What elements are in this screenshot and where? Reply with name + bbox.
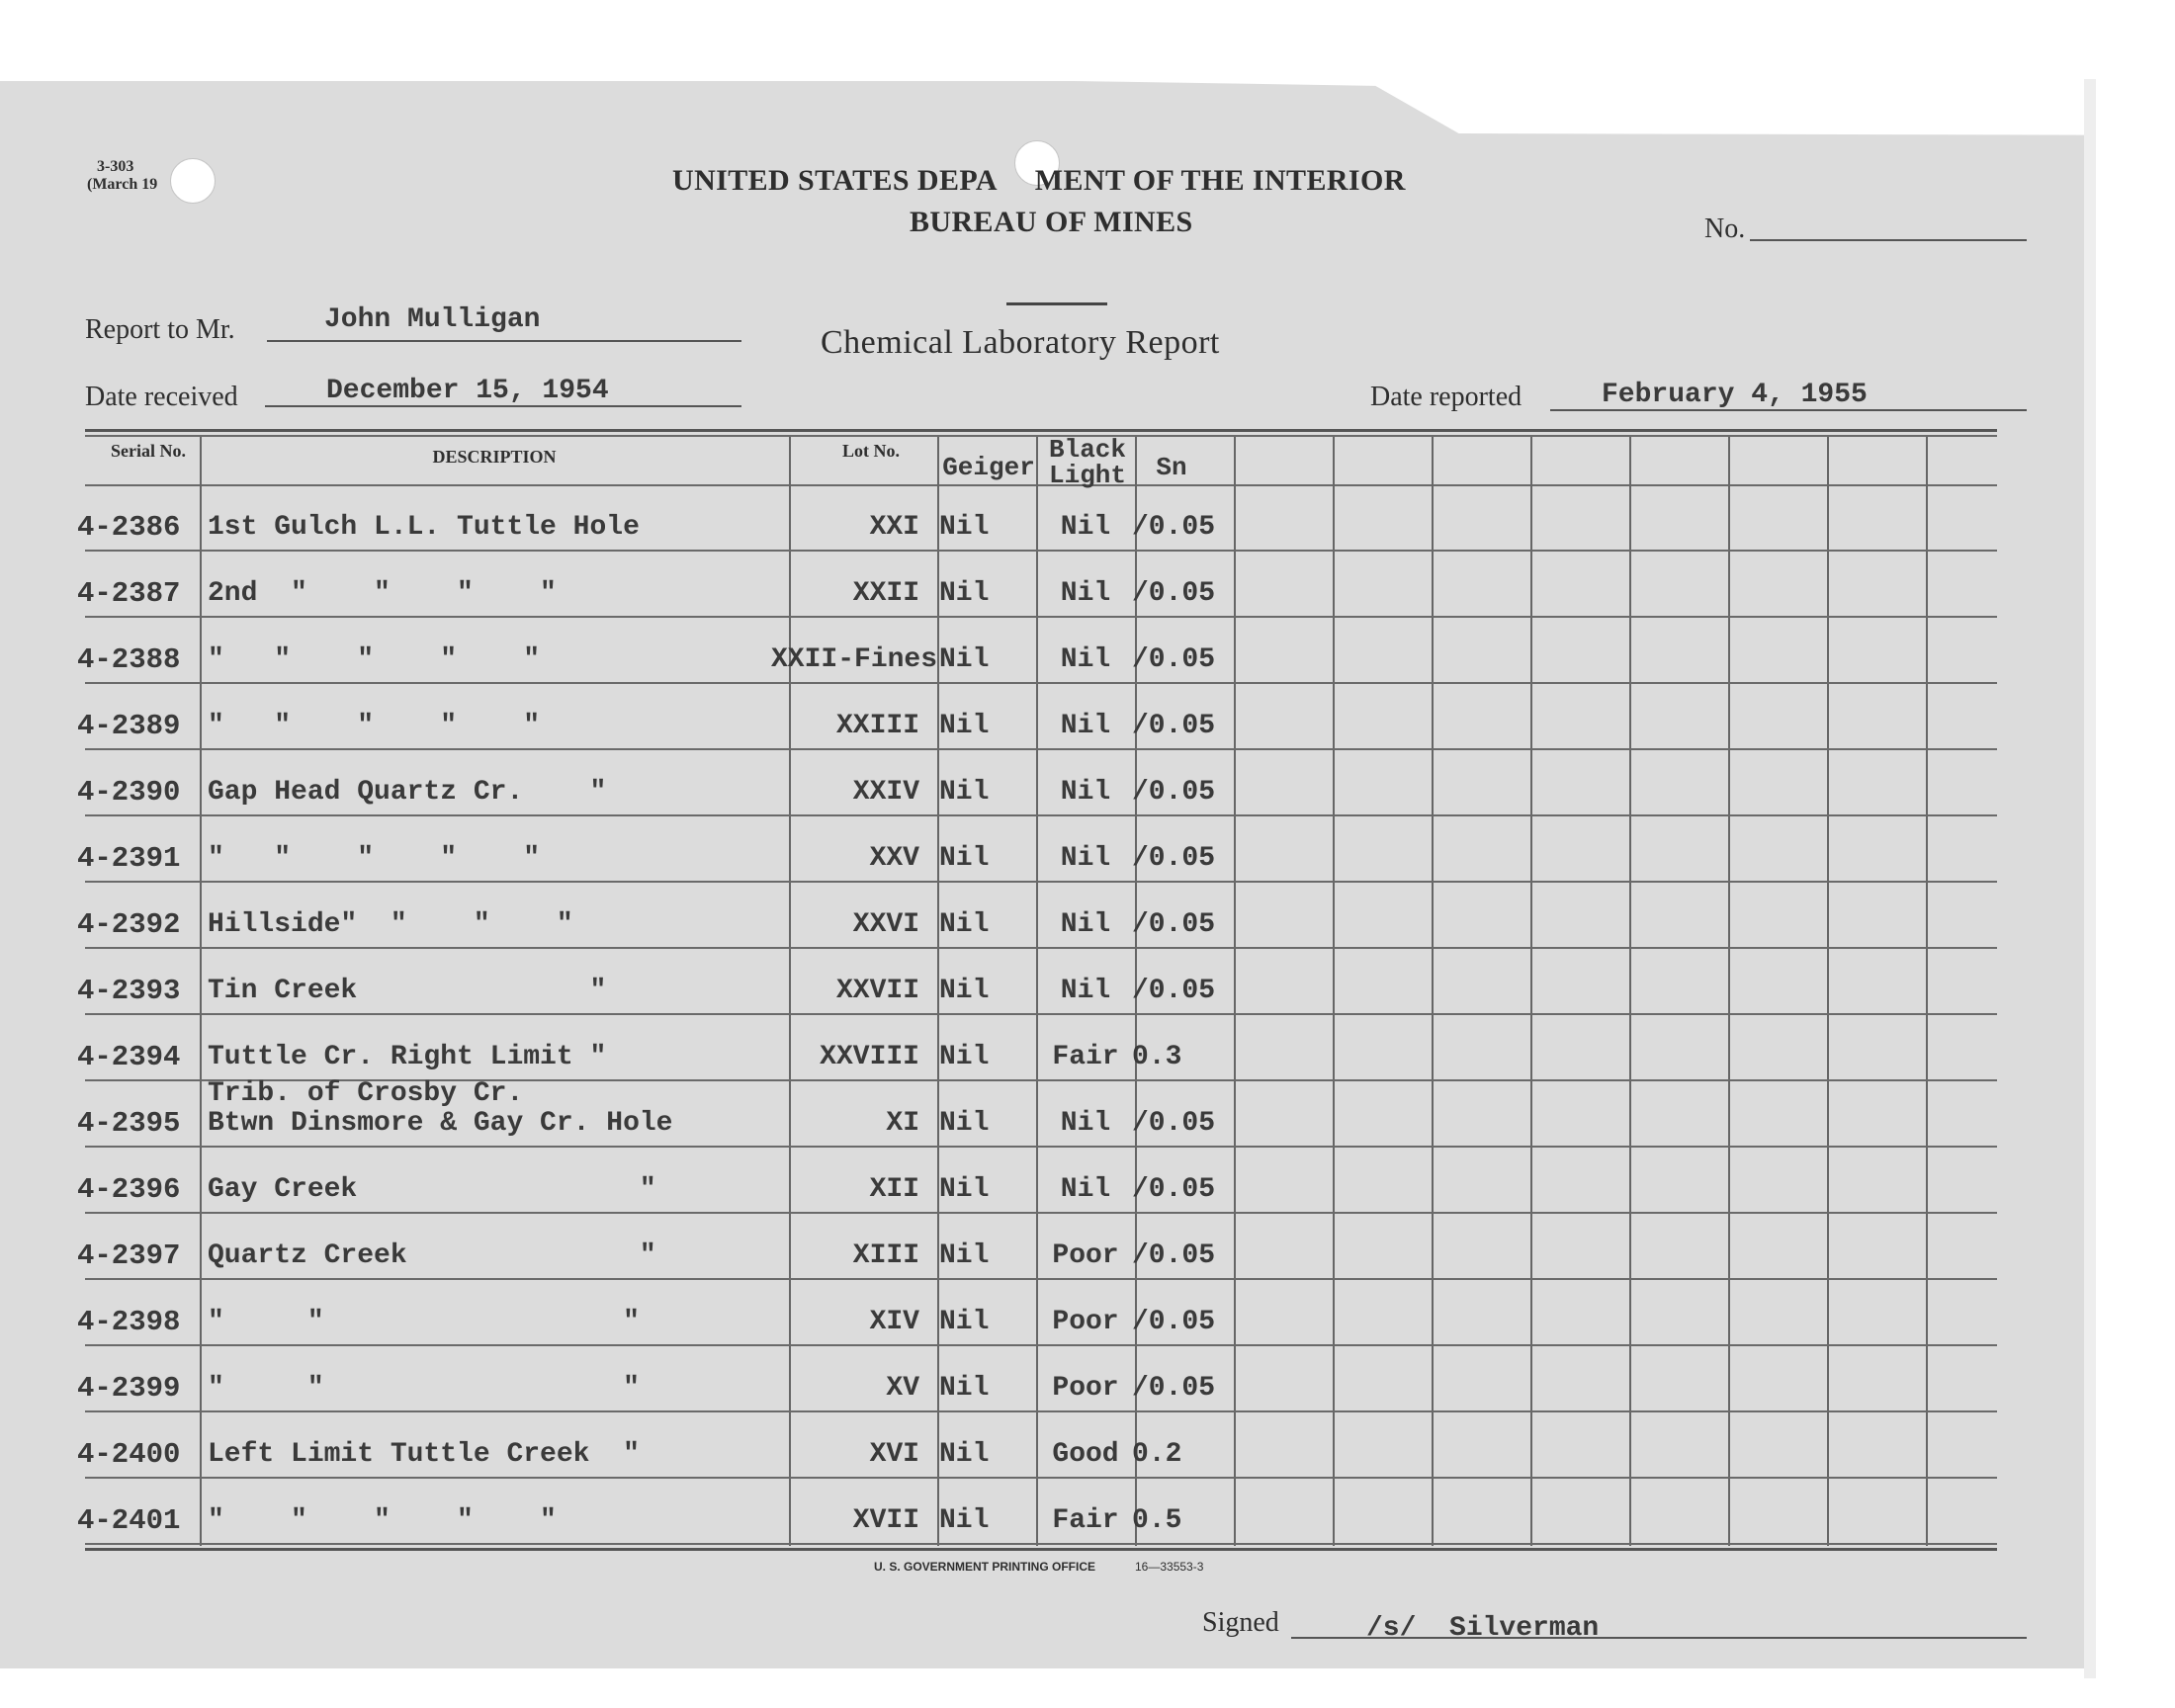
bureau-heading: BUREAU OF MINES [910, 206, 1193, 238]
serial-no-cell: 4-2397 [77, 1239, 181, 1272]
description-cell: " " " [208, 1307, 640, 1337]
description-cell: Left Limit Tuttle Creek " [208, 1439, 640, 1470]
table-bottom-rule [85, 1548, 1997, 1551]
row-rule [85, 1410, 1997, 1412]
geiger-cell: Nil [939, 1174, 990, 1205]
date-received-value: December 15, 1954 [326, 376, 609, 406]
signed-underline [1291, 1637, 2027, 1639]
col-rule-blank-6 [1827, 437, 1829, 1546]
geiger-cell: Nil [939, 644, 990, 675]
row-rule [85, 1212, 1997, 1214]
serial-no-cell: 4-2400 [77, 1438, 181, 1471]
geiger-cell: Nil [939, 1505, 990, 1536]
geiger-cell: Nil [939, 578, 990, 609]
black-light-cell: Nil [1060, 644, 1111, 675]
date-received-label: Date received [85, 382, 238, 412]
col-rule-blank-2 [1432, 437, 1434, 1546]
print-code: 16—33553-3 [1135, 1560, 1204, 1574]
no-underline [1750, 239, 2027, 241]
col-rule-sn [1234, 437, 1236, 1546]
description-cell: Btwn Dinsmore & Gay Cr. Hole [208, 1108, 673, 1139]
description-cell: " " " " " [208, 1505, 557, 1536]
black-light-cell: Fair [1052, 1505, 1119, 1536]
row-rule [85, 616, 1997, 618]
report-sheet [0, 81, 2084, 1668]
row-rule [85, 748, 1997, 750]
serial-no-cell: 4-2395 [77, 1107, 181, 1140]
header-sn: Sn [1156, 453, 1187, 482]
col-rule-serial [200, 437, 202, 1546]
lot-no-cell: XVII [852, 1505, 919, 1536]
signature-value: /s/ Silverman [1366, 1613, 1600, 1644]
row-rule [85, 1543, 1997, 1545]
geiger-cell: Nil [939, 976, 990, 1006]
title-rule [1006, 302, 1107, 305]
report-title: Chemical Laboratory Report [821, 324, 1220, 361]
header-serial-no: Serial No. [111, 441, 186, 461]
geiger-cell: Nil [939, 711, 990, 741]
lot-no-cell: XXVI [852, 909, 919, 940]
black-light-cell: Nil [1060, 1174, 1111, 1205]
row-rule [85, 814, 1997, 816]
serial-no-cell: 4-2387 [77, 577, 181, 610]
col-rule-blank-1 [1333, 437, 1335, 1546]
row-rule [85, 1146, 1997, 1148]
description-cell: " " " " " [208, 711, 541, 741]
description-cell: Tuttle Cr. Right Limit " [208, 1042, 607, 1072]
sn-cell: 0.3 [1132, 1042, 1182, 1072]
row-rule [85, 1013, 1997, 1015]
black-light-cell: Nil [1060, 843, 1111, 874]
sn-cell: 0.5 [1132, 1505, 1182, 1536]
signed-label: Signed [1202, 1607, 1279, 1638]
lot-no-cell: XIV [869, 1307, 919, 1337]
serial-no-cell: 4-2396 [77, 1173, 181, 1206]
report-to-label: Report to Mr. [85, 314, 235, 345]
lot-no-cell: XXIV [852, 777, 919, 808]
black-light-cell: Poor [1052, 1240, 1119, 1271]
date-reported-value: February 4, 1955 [1602, 380, 1868, 410]
row-rule [85, 682, 1997, 684]
black-light-cell: Nil [1060, 578, 1111, 609]
row-rule [85, 1278, 1997, 1280]
lot-no-cell: XXV [869, 843, 919, 874]
lot-no-cell: XXVIII [820, 1042, 919, 1072]
geiger-cell: Nil [939, 1307, 990, 1337]
description-cell: 2nd " " " " [208, 578, 557, 609]
black-light-cell: Nil [1060, 976, 1111, 1006]
geiger-cell: Nil [939, 1042, 990, 1072]
sn-cell: /0.05 [1132, 976, 1216, 1006]
date-reported-label: Date reported [1370, 382, 1522, 412]
date-received-underline [265, 405, 741, 407]
black-light-cell: Fair [1052, 1042, 1119, 1072]
black-light-cell: Nil [1060, 711, 1111, 741]
lot-no-cell: XVI [869, 1439, 919, 1470]
black-light-cell: Nil [1060, 512, 1111, 543]
row-rule [85, 947, 1997, 949]
geiger-cell: Nil [939, 777, 990, 808]
lot-no-cell: XII [869, 1174, 919, 1205]
sn-cell: /0.05 [1132, 777, 1216, 808]
sn-cell: 0.2 [1132, 1439, 1182, 1470]
lot-no-cell: XXII-Fines [771, 644, 938, 675]
description-cell: Gay Creek " [208, 1174, 656, 1205]
table-top-rule [85, 429, 1997, 432]
row-rule [85, 1477, 1997, 1479]
lot-no-cell: XXIII [835, 711, 919, 741]
geiger-cell: Nil [939, 512, 990, 543]
serial-no-cell: 4-2386 [77, 511, 181, 544]
report-to-underline [267, 340, 741, 342]
col-rule-blank-4 [1629, 437, 1631, 1546]
no-label: No. [1704, 214, 1746, 244]
lot-no-cell: XI [886, 1108, 919, 1139]
sn-cell: /0.05 [1132, 843, 1216, 874]
header-geiger: Geiger [942, 453, 1035, 482]
sn-cell: /0.05 [1132, 512, 1216, 543]
black-light-cell: Poor [1052, 1373, 1119, 1404]
sn-cell: /0.05 [1132, 1307, 1216, 1337]
form-edition: (March 19 [87, 176, 158, 193]
lot-no-cell: XXVII [835, 976, 919, 1006]
form-number: 3-303 [97, 158, 134, 175]
description-cell: Gap Head Quartz Cr. " [208, 777, 607, 808]
black-light-cell: Nil [1060, 909, 1111, 940]
description-cell: Quartz Creek " [208, 1240, 656, 1271]
description-cell: " " " [208, 1373, 640, 1404]
lot-no-cell: XV [886, 1373, 919, 1404]
sn-cell: /0.05 [1132, 644, 1216, 675]
header-description: DESCRIPTION [432, 447, 557, 467]
sn-cell: /0.05 [1132, 1373, 1216, 1404]
report-to-value: John Mulligan [324, 304, 541, 335]
serial-no-cell: 4-2398 [77, 1306, 181, 1338]
date-reported-underline [1550, 409, 2027, 411]
geiger-cell: Nil [939, 909, 990, 940]
sheet-edge [2084, 79, 2096, 1678]
serial-no-cell: 4-2394 [77, 1041, 181, 1073]
department-heading: UNITED STATES DEPA MENT OF THE INTERIOR [672, 164, 1406, 197]
geiger-cell: Nil [939, 1108, 990, 1139]
lot-no-cell: XXI [869, 512, 919, 543]
col-rule-blank-7 [1926, 437, 1928, 1546]
black-light-cell: Poor [1052, 1307, 1119, 1337]
serial-no-cell: 4-2392 [77, 908, 181, 941]
black-light-cell: Good [1052, 1439, 1119, 1470]
lot-no-cell: XIII [852, 1240, 919, 1271]
geiger-cell: Nil [939, 1439, 990, 1470]
black-light-cell: Nil [1060, 1108, 1111, 1139]
description-cell: " " " " " [208, 644, 541, 675]
row-rule [85, 881, 1997, 883]
printer-imprint: U. S. GOVERNMENT PRINTING OFFICE [874, 1560, 1096, 1574]
description-cell: Tin Creek " [208, 976, 607, 1006]
description-cell: " " " " " [208, 843, 541, 874]
punch-hole-left [170, 158, 216, 204]
sn-cell: /0.05 [1132, 909, 1216, 940]
serial-no-cell: 4-2388 [77, 643, 181, 676]
sn-cell: /0.05 [1132, 1108, 1216, 1139]
serial-no-cell: 4-2389 [77, 710, 181, 742]
col-rule-blank-3 [1530, 437, 1532, 1546]
sn-cell: /0.05 [1132, 578, 1216, 609]
sn-cell: /0.05 [1132, 711, 1216, 741]
header-lot-no: Lot No. [842, 441, 900, 461]
serial-no-cell: 4-2390 [77, 776, 181, 809]
description-cell: Hillside" " " " [208, 909, 573, 940]
serial-no-cell: 4-2401 [77, 1504, 181, 1537]
col-rule-blank-5 [1728, 437, 1730, 1546]
row-rule [85, 1344, 1997, 1346]
header-black-light: Black Light [1048, 435, 1126, 490]
description-cell-line1: Trib. of Crosby Cr. [208, 1078, 524, 1109]
serial-no-cell: 4-2399 [77, 1372, 181, 1405]
sn-cell: /0.05 [1132, 1240, 1216, 1271]
geiger-cell: Nil [939, 1373, 990, 1404]
geiger-cell: Nil [939, 1240, 990, 1271]
black-light-cell: Nil [1060, 777, 1111, 808]
sn-cell: /0.05 [1132, 1174, 1216, 1205]
lot-no-cell: XXII [852, 578, 919, 609]
description-cell: 1st Gulch L.L. Tuttle Hole [208, 512, 640, 543]
geiger-cell: Nil [939, 843, 990, 874]
serial-no-cell: 4-2391 [77, 842, 181, 875]
serial-no-cell: 4-2393 [77, 975, 181, 1007]
row-rule [85, 550, 1997, 552]
